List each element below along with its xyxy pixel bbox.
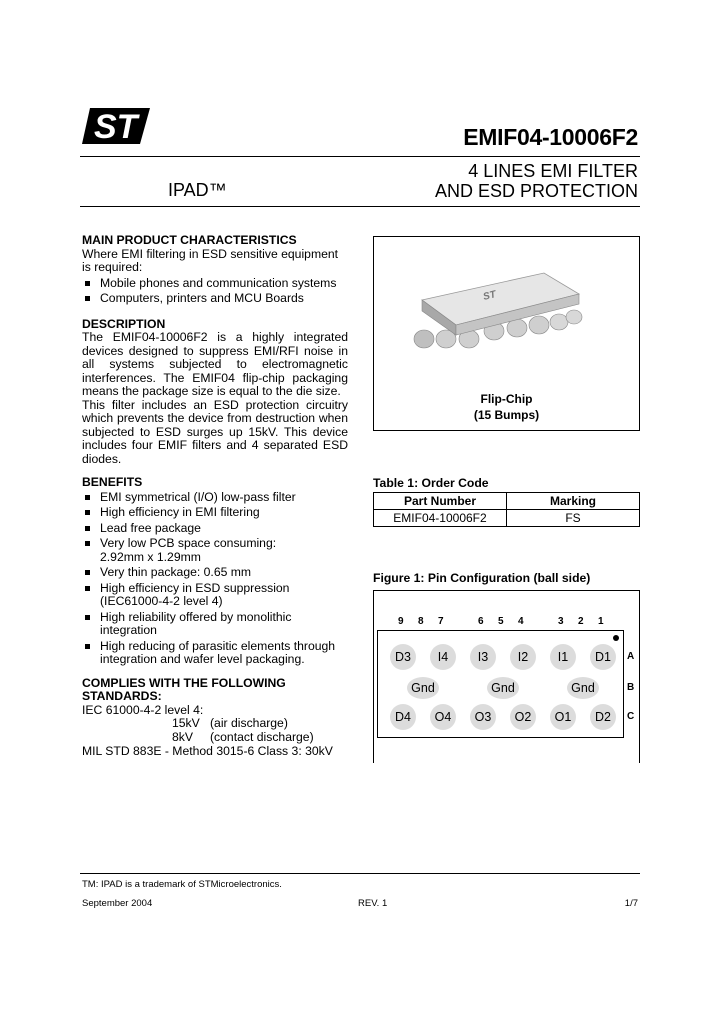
ball-a-d3: D3 bbox=[390, 644, 416, 670]
ball-a-d1: D1 bbox=[590, 644, 616, 670]
description-p2: This filter includes an ESD protection circuitry which prevents the device from destruction when subjected to ESD surges up 15kV. This device includes four EMIF filters and 4 separated ESD diodes. bbox=[82, 397, 348, 466]
package-caption-2: (15 Bumps) bbox=[473, 408, 540, 422]
pin-1-marker bbox=[613, 635, 619, 641]
description-heading: DESCRIPTION bbox=[82, 316, 166, 331]
description-p1: The EMIF04-10006F2 is a highly integrated devices designed to suppress EMI/RFI noise in all systems subjected to electromagnetic interferences. The EMIF04 flip-chip packaging means the package size is equal to the die size. bbox=[82, 330, 348, 398]
subtitle-line-1: 4 LINES EMI FILTER bbox=[468, 161, 638, 181]
table-header-cell: Marking bbox=[507, 493, 640, 510]
ball-b-gnd: Gnd bbox=[407, 677, 439, 699]
benefits-list bbox=[82, 491, 348, 667]
title-rule bbox=[80, 156, 640, 157]
benefits-heading: BENEFITS bbox=[82, 475, 143, 489]
trademark-note: TM: IPAD is a trademark of STMicroelectronics. bbox=[82, 879, 282, 890]
ball-c-d4: D4 bbox=[390, 704, 416, 730]
col-number: 1 bbox=[598, 616, 604, 627]
flip-chip-image bbox=[374, 237, 639, 377]
main-characteristics-intro: Where EMI filtering in ESD sensitive equipment is required: bbox=[82, 246, 339, 274]
ball-c-o2: O2 bbox=[510, 704, 536, 730]
pin-config-title: Figure 1: Pin Configuration (ball side) bbox=[373, 571, 591, 585]
ball-c-d2: D2 bbox=[590, 704, 616, 730]
row-letter: B bbox=[627, 682, 635, 693]
st-logo bbox=[80, 104, 152, 150]
list-item: High efficiency in EMI filtering bbox=[82, 506, 348, 520]
footer-rule bbox=[80, 873, 640, 874]
contact-value: 8kV bbox=[172, 730, 194, 744]
col-number: 4 bbox=[518, 616, 524, 627]
package-figure bbox=[373, 236, 640, 431]
ball-b-gnd: Gnd bbox=[487, 677, 519, 699]
footer-page: 1/7 bbox=[624, 898, 638, 909]
subtitle bbox=[435, 161, 638, 201]
row-letter: C bbox=[627, 711, 635, 722]
row-letter: A bbox=[627, 651, 635, 662]
left-column bbox=[82, 234, 348, 759]
ball-a-i1: I1 bbox=[550, 644, 576, 670]
footer-date: September 2004 bbox=[82, 898, 153, 909]
col-number: 9 bbox=[398, 616, 404, 627]
standards-contact bbox=[82, 731, 348, 745]
ball-a-i4: I4 bbox=[430, 644, 456, 670]
list-item: Lead free package bbox=[82, 522, 348, 536]
list-item: Computers, printers and MCU Boards bbox=[82, 292, 348, 306]
table-row bbox=[374, 510, 640, 527]
order-table-title: Table 1: Order Code bbox=[373, 476, 489, 490]
ball-a-i3: I3 bbox=[470, 644, 496, 670]
standards-air bbox=[82, 717, 348, 731]
subtitle-line-2: AND ESD PROTECTION bbox=[434, 181, 638, 201]
col-number: 5 bbox=[498, 616, 504, 627]
footer-rev: REV. 1 bbox=[358, 898, 388, 909]
list-item: EMI symmetrical (I/O) low-pass filter bbox=[82, 491, 348, 505]
standards-line-1: IEC 61000-4-2 level 4: bbox=[82, 702, 204, 717]
main-characteristics-heading: MAIN PRODUCT CHARACTERISTICS bbox=[82, 233, 297, 247]
svg-text:ST: ST bbox=[482, 289, 498, 303]
page-title: EMIF04-10006F2 bbox=[463, 124, 638, 150]
table-header-cell: Part Number bbox=[374, 493, 507, 510]
order-table bbox=[373, 492, 640, 527]
ball-c-o4: O4 bbox=[430, 704, 456, 730]
package-caption-1: Flip-Chip bbox=[480, 392, 533, 406]
col-number: 2 bbox=[578, 616, 584, 627]
list-item: High efficiency in ESD suppression (IEC61000-4-2 level 4) bbox=[82, 582, 310, 609]
standards-line-4: MIL STD 883E - Method 3015-6 Class 3: 30kV bbox=[82, 744, 333, 758]
list-item: High reliability offered by monolithic integration bbox=[82, 611, 348, 638]
table-cell: FS bbox=[507, 510, 640, 527]
ipad-label: IPAD™ bbox=[168, 180, 227, 200]
list-item: Very thin package: 0.65 mm bbox=[82, 566, 348, 580]
col-number: 7 bbox=[438, 616, 444, 627]
ball-c-o1: O1 bbox=[550, 704, 576, 730]
ball-c-o3: O3 bbox=[470, 704, 496, 730]
list-item: High reducing of parasitic elements through integration and wafer level packaging. bbox=[82, 640, 348, 667]
contact-label: (contact discharge) bbox=[210, 730, 314, 744]
header-bottom-rule bbox=[80, 206, 640, 207]
col-number: 8 bbox=[418, 616, 424, 627]
list-item: Very low PCB space consuming: 2.92mm x 1.29mm bbox=[82, 537, 285, 564]
pin-config-figure bbox=[373, 590, 640, 763]
ball-b-gnd: Gnd bbox=[567, 677, 599, 699]
col-number: 3 bbox=[558, 616, 564, 627]
list-item: Mobile phones and communication systems bbox=[82, 277, 348, 291]
air-label: (air discharge) bbox=[210, 716, 288, 730]
table-header-row bbox=[374, 493, 640, 510]
air-value: 15kV bbox=[172, 716, 200, 730]
main-characteristics-list bbox=[82, 277, 348, 306]
standards-heading: COMPLIES WITH THE FOLLOWING STANDARDS: bbox=[82, 675, 286, 703]
ball-a-i2: I2 bbox=[510, 644, 536, 670]
svg-text:ST: ST bbox=[94, 108, 138, 146]
ball-grid-box bbox=[377, 630, 624, 738]
col-number: 6 bbox=[478, 616, 484, 627]
table-cell: EMIF04-10006F2 bbox=[374, 510, 507, 527]
